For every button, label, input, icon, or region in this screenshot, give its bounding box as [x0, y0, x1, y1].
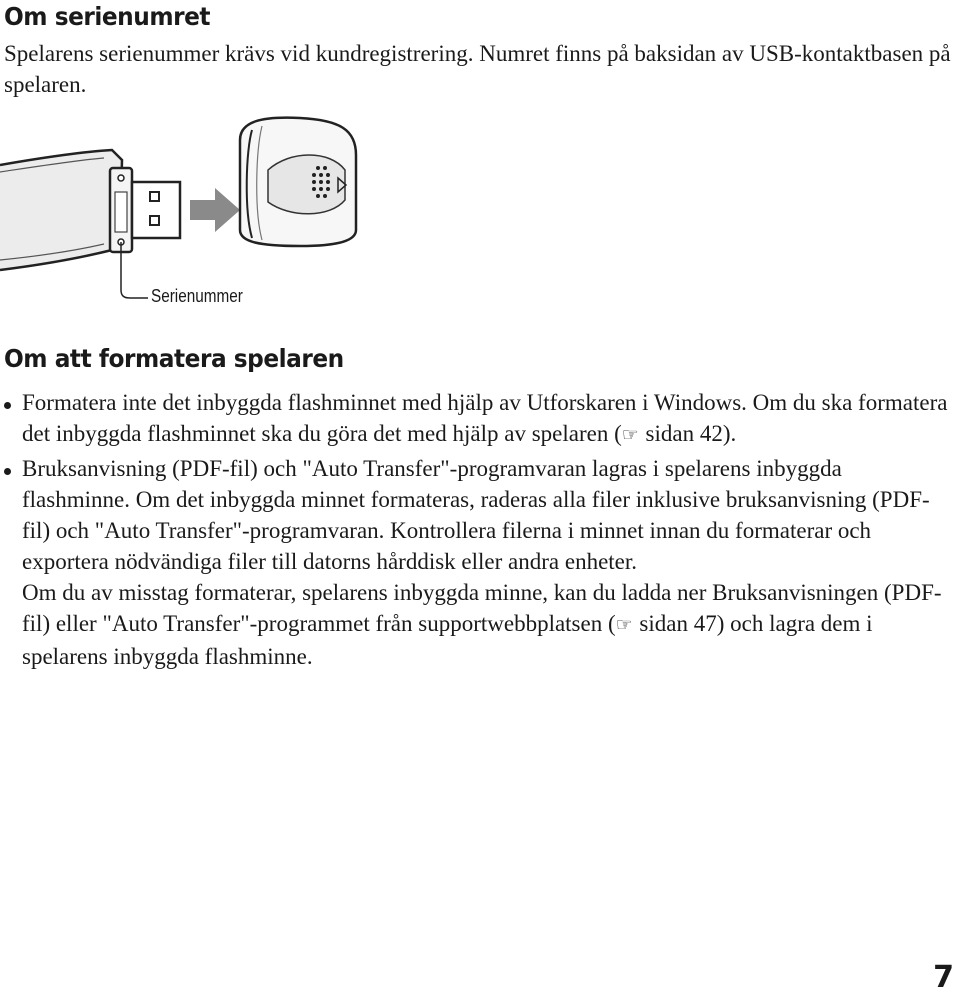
- list-item: Bruksanvisning (PDF-fil) och "Auto Transfer"-programvaran lagras i spelarens inbyggda flashminne. Om det inbyggda minnet formateras, raderas alla filer inklusive bruksanvisning (PDF-fil) och "Auto Transfer"-programvaran. Kontrollera filerna i minnet innan du formaterar och exportera nödvändiga filer till datorns hårddisk eller andra enheter. Om du av misstag formaterar, spelarens inbyggda minne, kan du ladda ner Bruksanvisningen (PDF-fil) eller "Auto Transfer"-programmet från supportwebbplatsen (☞ sidan 47) och lagra dem i spelarens inbyggda flashminne.: [0, 453, 955, 672]
- bullet-icon: [4, 402, 11, 409]
- section-heading-serial-number: Om serienumret: [4, 2, 211, 31]
- pointing-hand-icon: ☞: [621, 425, 639, 446]
- serial-number-label: Serienummer: [151, 286, 243, 306]
- serial-number-intro: Spelarens serienummer krävs vid kundregistrering. Numret finns på baksidan av USB-kontaktbasen på spelaren.: [4, 41, 951, 97]
- bullet-icon: [4, 468, 11, 475]
- page-number: 7: [933, 960, 954, 995]
- list-item: Formatera inte det inbyggda flashminnet med hjälp av Utforskaren i Windows. Om du ska formatera det inbyggda flashminnet ska du göra det med hjälp av spelaren (☞ sidan 42).: [0, 387, 955, 451]
- format-bullet-list: [0, 387, 955, 672]
- pointing-hand-icon: ☞: [615, 615, 633, 636]
- section-heading-format: Om att formatera spelaren: [4, 344, 344, 373]
